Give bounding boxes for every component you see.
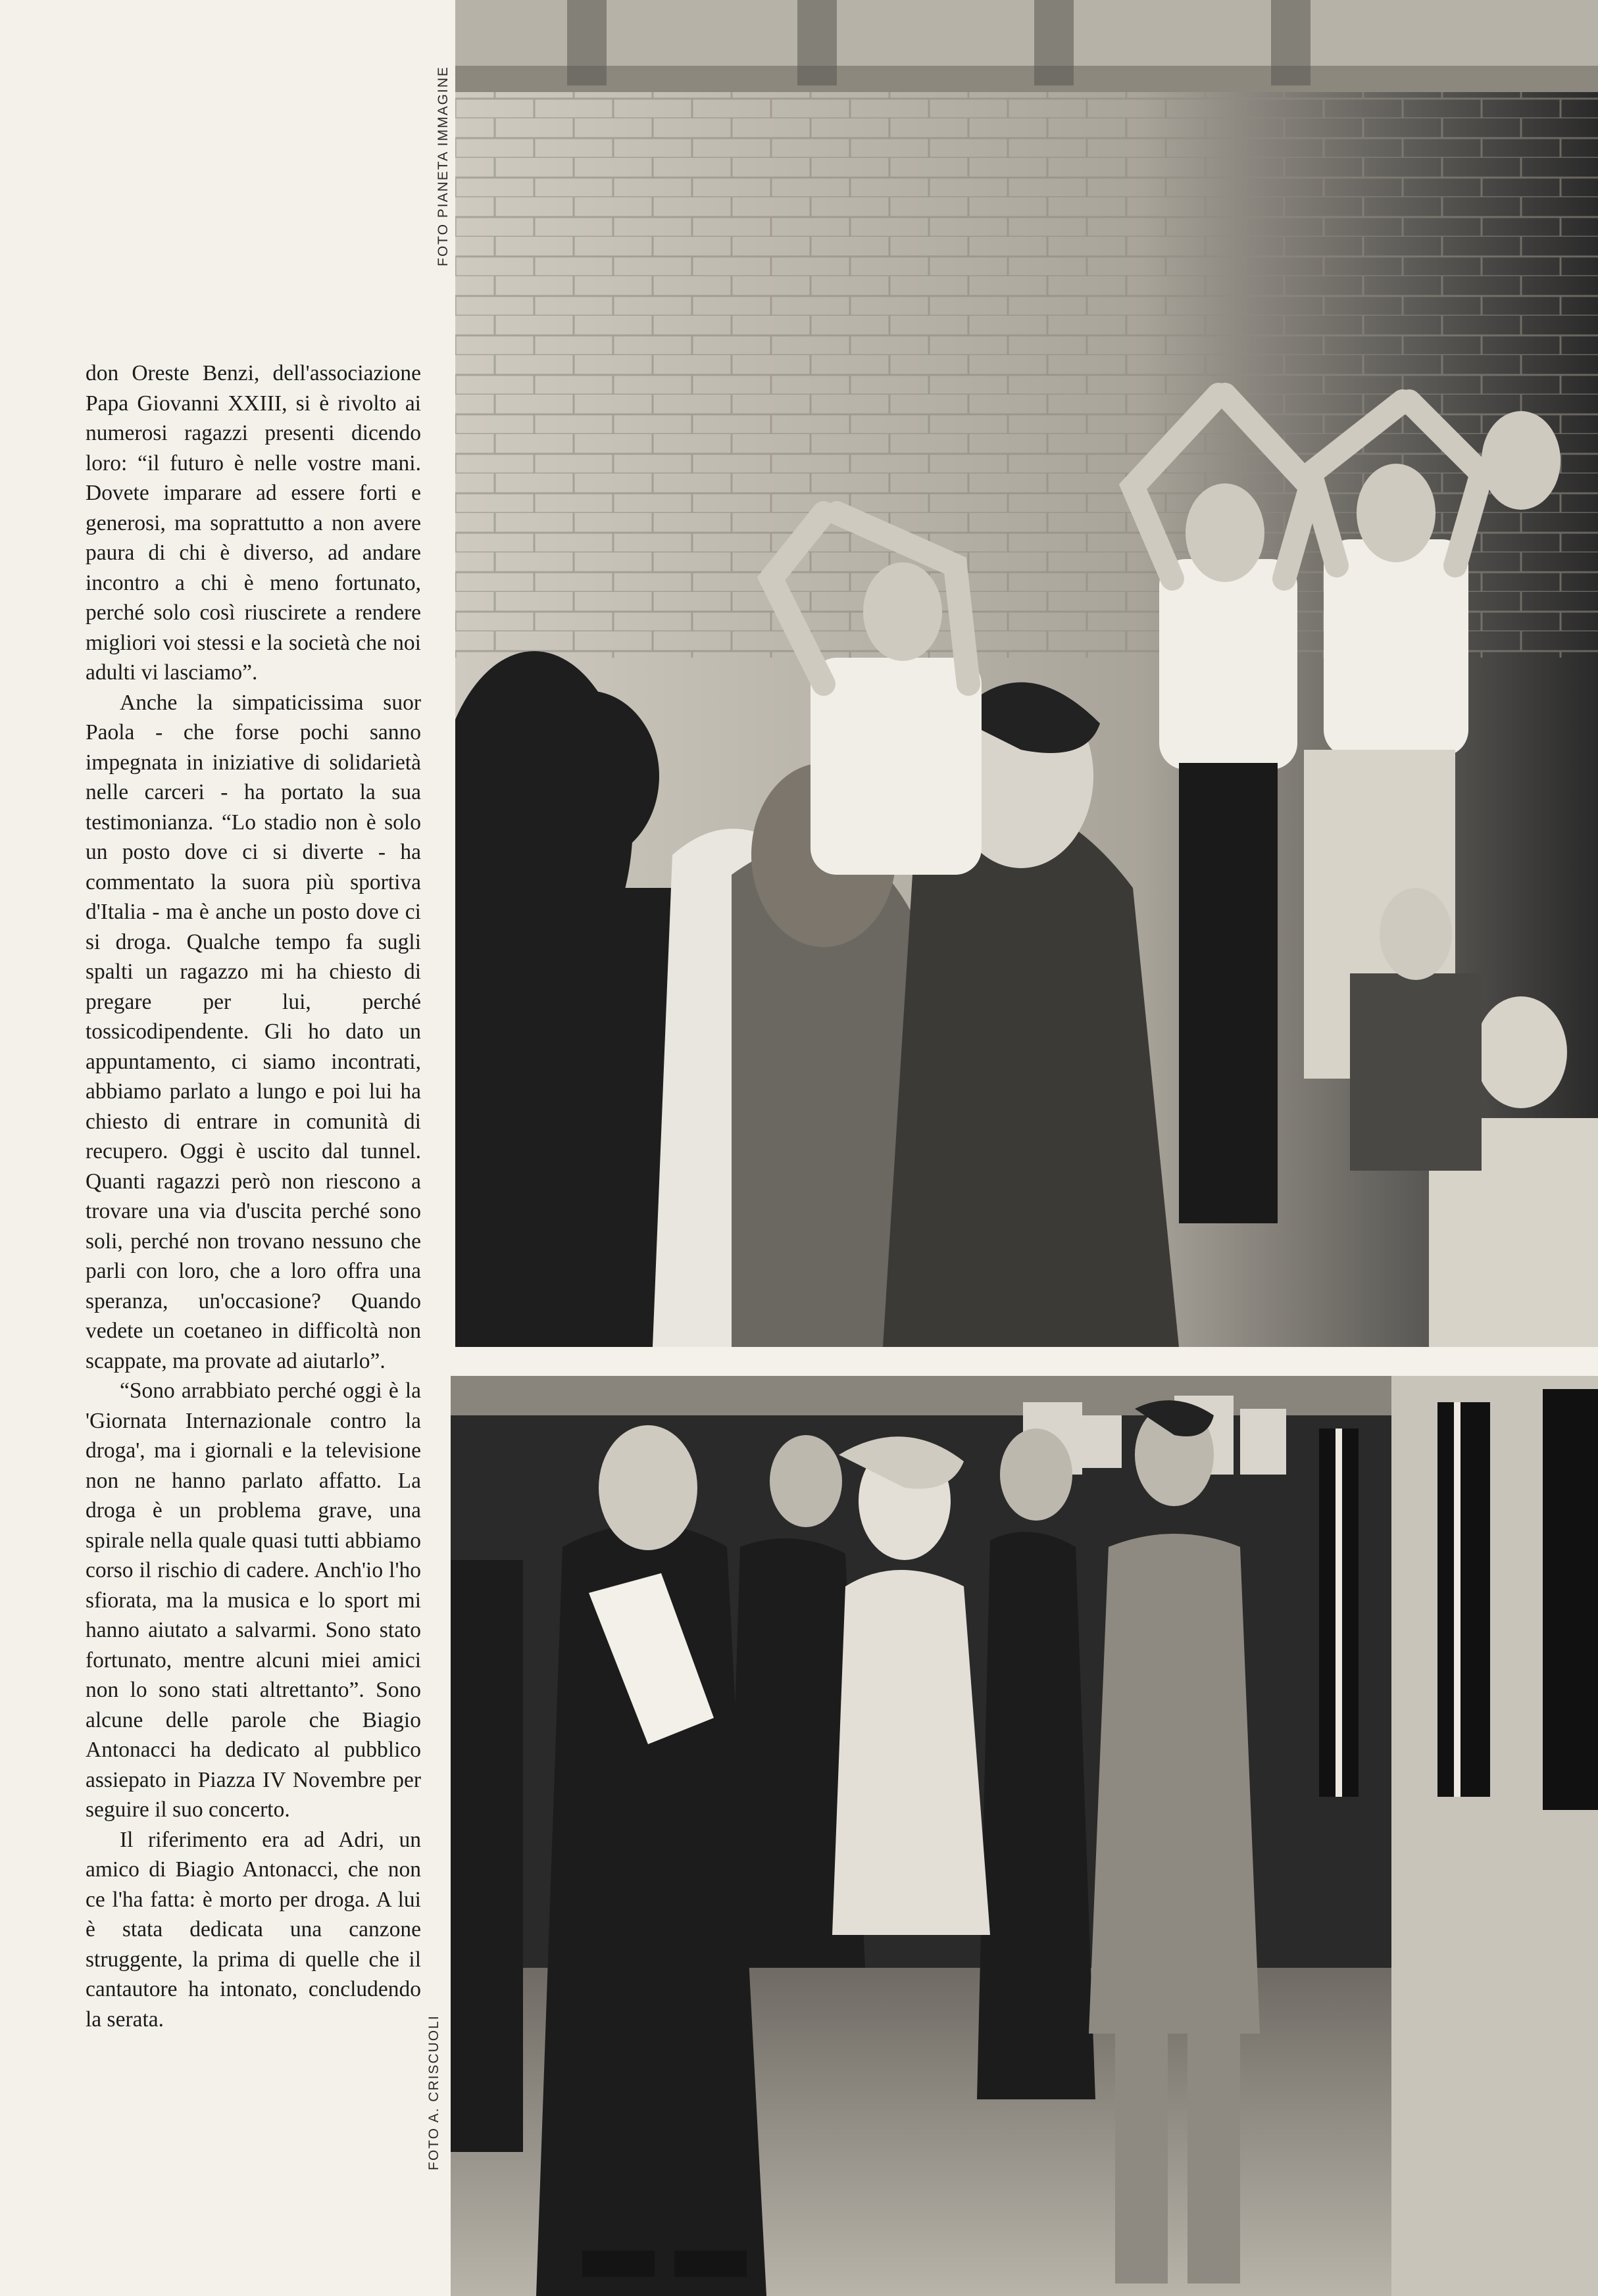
article-paragraph: Il riferimento era ad Adri, un amico di Biagio Antonacci, che non ce l'ha fatta: è morto per droga. A lui è stata dedicata una canzone struggente, la prima di quelle che il cantautore ha intonato, concludendo la serata.	[86, 1827, 421, 2032]
photo-divider	[455, 1347, 1598, 1376]
photo-credit-top: FOTO PIANETA IMMAGINE	[436, 66, 451, 266]
article-text-column	[86, 358, 421, 2034]
photo-credit-bottom: FOTO A. CRISCUOLI	[426, 2015, 441, 2170]
exhibition-photo-illustration	[451, 1376, 1598, 2296]
crowd-photo-illustration	[455, 0, 1598, 1347]
article-paragraph: “Sono arrabbiato perché oggi è la 'Giornata Internazionale contro la droga', ma i giornali e la televisione non ne hanno parlato affatto. La droga è un problema grave, una spirale nella quale quasi tutti abbiamo corso il rischio di cadere. Anch'io l'ho sfiorata, ma la musica e lo sport mi hanno aiutato a salvarmi. Sono stato fortunato, mentre alcuni miei amici non lo sono stati altrettanto”. Sono alcune delle parole che Biagio Antonacci ha dedicato al pubblico assiepato in Piazza IV Novembre per seguire il suo concerto.	[86, 1379, 421, 1822]
exhibition-photo	[451, 1376, 1598, 2296]
article-paragraph: don Oreste Benzi, dell'associazione Papa Giovanni XXIII, si è rivolto ai numerosi ragazzi presenti dicendo loro: “il futuro è nelle vostre mani. Dovete imparare ad essere forti e generosi, ma soprattutto a non avere paura di chi è diverso, ad andare incontro a chi è meno fortunato, perché solo così riuscirete a rendere migliori voi stessi e la società che noi adulti vi lasciamo”.	[86, 361, 421, 685]
article-paragraph: Anche la simpaticissima suor Paola - che forse pochi sanno impegnata in iniziative di solidarietà nelle carceri - ha portato la sua testimonianza. “Lo stadio non è solo un posto dove ci si diverte - ha commentato la suora più sportiva d'Italia - ma è anche un posto dove ci si droga. Qualche tempo fa sugli spalti un ragazzo mi ha chiesto di pregare per lui, perché tossicodipendente. Gli ho dato un appuntamento, ci siamo incontrati, abbiamo parlato a lungo e poi lui ha chiesto di entrare in comunità di recupero. Oggi è uscito dal tunnel. Quanti ragazzi però non riescono a trovare una via d'uscita perché sono soli, perché non trovano nessuno che parli con loro, che a loro offra una speranza, un'occasione? Quando vedete un coetaneo in difficoltà non scappate, ma provate ad aiutarlo”.	[86, 690, 421, 1373]
crowd-photo	[455, 0, 1598, 1347]
